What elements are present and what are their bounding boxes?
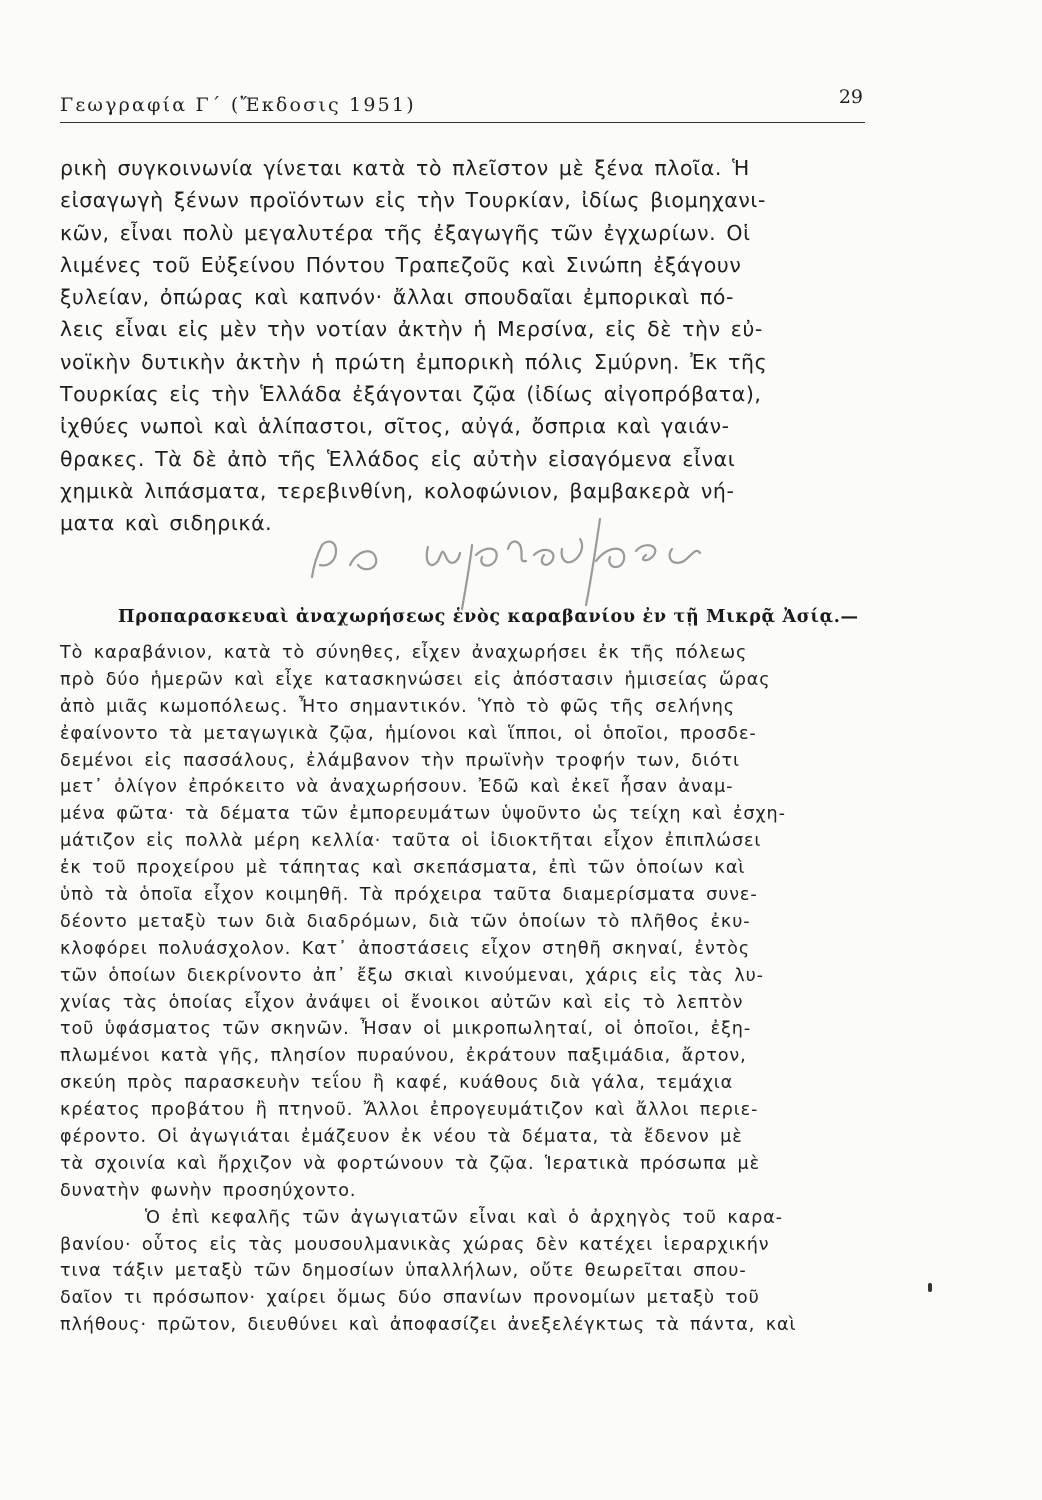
section-line: βανίου· οὗτος εἰς τὰς μουσουλμανικὰς χώρας δὲν κατέχει ἱεραρχικήν [60,1234,770,1255]
section-line: ἐφαίνοντο τὰ μεταγωγικὰ ζῷα, ἡμίονοι καὶ ἵπποι, οἱ ὁποῖοι, προσδε- [60,723,757,744]
body-line: ἰχθύες νωποὶ καὶ ἁλίπαστοι, σῖτος, αὐγά, ὄσπρια καὶ γαιάν- [60,414,730,439]
page-number: 29 [838,86,863,108]
section-line: πλωμένοι κατὰ γῆς, πλησίον πυραύνου, ἐκράτουν παξιμάδια, ἄρτον, [60,1046,747,1067]
section-line: φέροντο. Οἱ ἀγωγιάται ἐμάζευον ἐκ νέου τὰ δέματα, τὰ ἔδενον μὲ [60,1127,743,1148]
body-line: εἰσαγωγὴ ξένων προϊόντων εἰς τὴν Τουρκίαν, ἰδίως βιομηχανι- [60,188,766,213]
body-line: ματα καὶ σιδηρικά. [60,511,273,536]
page-header [60,86,865,123]
section-line: μετ᾽ ὀλίγον ἐπρόκειτο νὰ ἀναχωρήσουν. Ἐδῶ καὶ ἐκεῖ ἦσαν ἀναμ- [60,777,734,798]
body-line: χημικὰ λιπάσματα, τερεβινθίνη, κολοφώνιον, βαμβακερὰ νή- [60,478,735,503]
section-line: τοῦ ὑφάσματος τῶν σκηνῶν. Ἦσαν οἱ μικροπωληταί, οἱ ὁποῖοι, ἐξη- [60,1019,752,1040]
body-line: θρακες. Τὰ δὲ ἀπὸ τῆς Ἑλλάδος εἰς αὐτὴν εἰσαγόμενα εἶναι [60,446,736,471]
ink-speck [928,1283,932,1292]
running-head: Γεωγραφία Γ΄ (Ἔκδοσις 1951) [60,94,416,116]
section-line: σκεύη πρὸς παρασκευὴν τεΐου ἢ καφέ, κυάθους διὰ γάλα, τεμάχια [60,1073,734,1094]
section-text [60,640,880,1339]
section-line: πρὸ δύο ἡμερῶν καὶ εἶχε κατασκηνώσει εἰς ἀπόστασιν ἡμισείας ὥρας [60,669,771,690]
section-line: τῶν ὁποίων διεκρίνοντο ἀπ᾽ ἔξω σκιαὶ κινούμεναι, χάρις εἰς τὰς λυ- [60,965,764,986]
section-line: δαῖον τι πρόσωπον· χαίρει ὅμως δύο σπανίων προνομίων μεταξὺ τοῦ [60,1288,760,1309]
body-line: Τουρκίας εἰς τὴν Ἑλλάδα ἐξάγονται ζῷα (ἰδίως αἰγοπρόβατα), [60,382,762,407]
section-line: τινα τάξιν μεταξὺ τῶν δημοσίων ὑπαλλήλων, οὔτε θεωρεῖται σπου- [60,1261,747,1282]
section-line: δέοντο μεταξὺ των διὰ διαδρόμων, διὰ τῶν ὁποίων τὸ πλῆθος ἐκυ- [60,911,751,932]
section-line: μένα φῶτα· τὰ δέματα τῶν ἐμπορευμάτων ὑψοῦντο ὡς τείχη καὶ ἐσχη- [60,804,786,825]
section-line: μάτιζον εἰς πολλὰ μέρη κελλία· ταῦτα οἱ ἰδιοκτῆται εἶχον ἐπιπλώσει [60,831,762,852]
section-line: χνίας τὰς ὁποίας εἶχον ἀνάψει οἱ ἔνοικοι αὐτῶν καὶ εἰς τὸ λεπτὸν [60,992,744,1013]
section-line: Τὸ καραβάνιον, κατὰ τὸ σύνηθες, εἶχεν ἀναχωρήσει ἐκ τῆς πόλεως [60,643,748,663]
body-line: λιμένες τοῦ Εὐξείνου Πόντου Τραπεζοῦς καὶ Σινώπη ἐξάγουν [60,252,742,277]
section-line: πλήθους· πρῶτον, διευθύνει καὶ ἀποφασίζει ἀνεξελέγκτως τὰ πάντα, καὶ [60,1315,797,1336]
section-line: ἐκ τοῦ προχείρου μὲ τάπητας καὶ σκεπάσματα, ἐπὶ τῶν ὁποίων καὶ [60,858,746,879]
section-line: ὑπὸ τὰ ὁποῖα εἶχον κοιμηθῆ. Τὰ πρόχειρα ταῦτα διαμερίσματα συνε- [60,885,758,906]
section-line: τὰ σχοινία καὶ ἤρχιζον νὰ φορτώνουν τὰ ζῷα. Ἱερατικὰ πρόσωπα μὲ [60,1153,760,1174]
section-line: κλοφόρει πολυάσχολον. Κατ᾽ ἀποστάσεις εἶχον στηθῆ σκηναί, ἐντὸς [60,938,751,959]
body-line: λεις εἶναι εἰς μὲν τὴν νοτίαν ἀκτὴν ἡ Μερσίνα, εἰς δὲ τὴν εὐ- [60,317,763,342]
section-line: ἀπὸ μιᾶς κωμοπόλεως. Ἦτο σημαντικόν. Ὑπὸ τὸ φῶς τῆς σελήνης [60,696,736,717]
body-line: ξυλείαν, ὀπώρας καὶ καπνόν· ἄλλαι σπουδαῖαι ἐμπορικαὶ πό- [60,285,734,310]
section-line: Ὁ ἐπὶ κεφαλῆς τῶν ἀγωγιατῶν εἶναι καὶ ὁ ἀρχηγὸς τοῦ καρα- [145,1207,783,1228]
section-line: δυνατὴν φωνὴν προσηύχοντο. [60,1180,357,1201]
handwritten-pencil-annotation [300,505,740,615]
section-line: κρέατος προβάτου ἢ πτηνοῦ. Ἄλλοι ἐπρογευμάτιζον καὶ ἄλλοι περιε- [60,1100,759,1121]
section-title: Προπαρασκευαὶ ἀναχωρήσεως ἑνὸς καραβανίου ἐν τῇ Μικρᾷ Ἀσίᾳ.— [118,607,859,627]
body-text [60,152,870,540]
body-line: νοϊκὴν δυτικὴν ἀκτὴν ἡ πρώτη ἐμπορικὴ πόλις Σμύρνη. Ἐκ τῆς [60,349,768,374]
body-line: ρικὴ συγκοινωνία γίνεται κατὰ τὸ πλεῖστον μὲ ξένα πλοῖα. Ἡ [60,156,750,180]
body-line: κῶν, εἶναι πολὺ μεγαλυτέρα τῆς ἐξαγωγῆς τῶν ἐγχωρίων. Οἱ [60,220,751,245]
section-line: δεμένοι εἰς πασσάλους, ἐλάμβανον τὴν πρωϊνὴν τροφήν των, διότι [60,750,740,771]
